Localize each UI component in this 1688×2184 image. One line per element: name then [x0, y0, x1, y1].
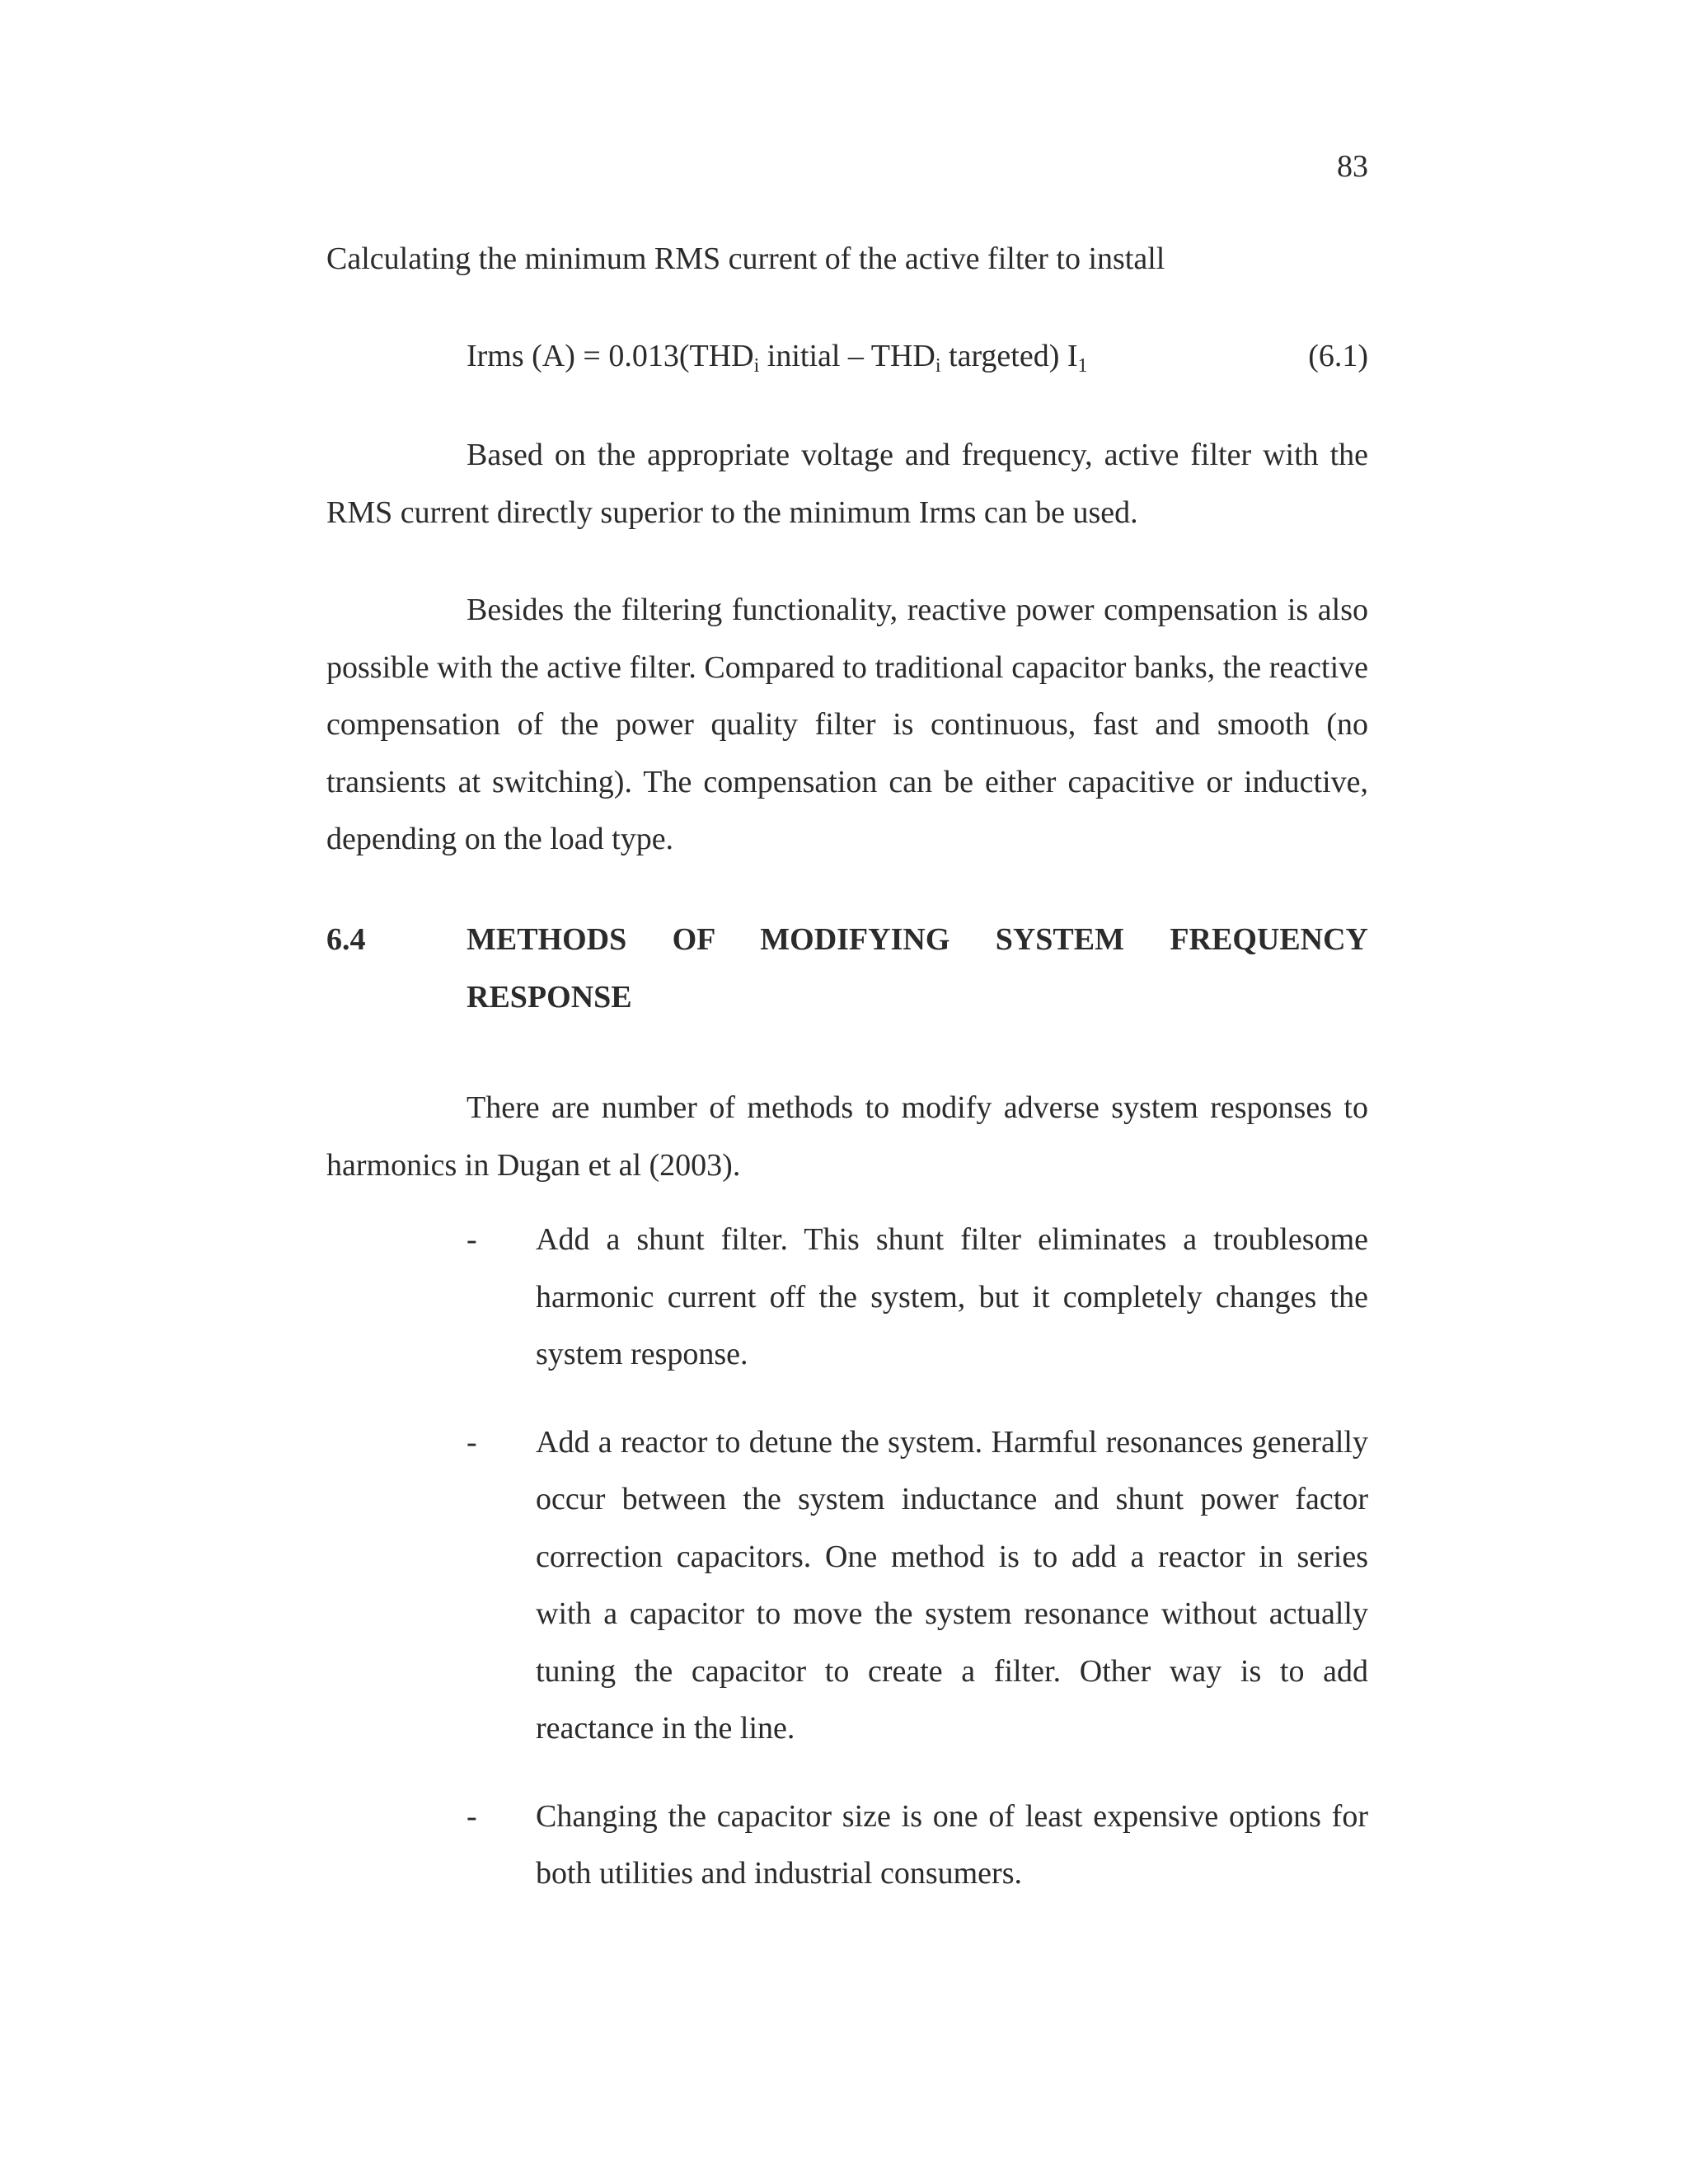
bullet-dash: - — [467, 1222, 477, 1257]
list-item-text: Changing the capacitor size is one of least expensive options for both utilities and industrial consumers. — [536, 1798, 1368, 1891]
list-item — [467, 1212, 1368, 1384]
equation-part: initial – THD — [759, 339, 935, 373]
equation-number: (6.1) — [1308, 339, 1368, 373]
equation-body — [467, 336, 1088, 376]
bullet-list — [467, 1212, 1368, 1903]
equation-subscript: 1 — [1077, 355, 1088, 377]
section-number: 6.4 — [326, 922, 366, 957]
section-paragraph: There are number of methods to modify adverse system responses to harmonics in Dugan et al (2003). — [326, 1090, 1368, 1183]
list-item-text: Add a shunt filter. This shunt filter eliminates a troublesome harmonic current off the system, but it completely changes the system response. — [536, 1222, 1368, 1371]
list-item — [467, 1788, 1368, 1903]
equation-subscript: i — [935, 355, 941, 377]
bullet-dash: - — [467, 1798, 477, 1834]
list-item-text: Add a reactor to detune the system. Harmful resonances generally occur between the system inductance and shunt power factor correction capacitors. One method is to add a reactor in series with a capacitor to move the system resonance without actually tuning the capacitor to create a filter. Other way is to add reactance in the line. — [536, 1424, 1368, 1746]
bullet-dash: - — [467, 1424, 477, 1460]
paragraph: Based on the appropriate voltage and frequency, active filter with the RMS current directly superior to the minimum Irms can be used. — [326, 438, 1368, 530]
page-number: 83 — [1337, 149, 1368, 184]
intro-line: Calculating the minimum RMS current of the active filter to install — [326, 241, 1165, 276]
paragraph: Besides the filtering functionality, reactive power compensation is also possible with the active filter. Compared to traditional capacitor banks, the reactive compensation of the power quality filter is continuous, fast and smooth (no transients at switching). The compensation can be either capacitive or inductive, depending on the load type. — [326, 593, 1368, 856]
equation-subscript: i — [753, 355, 760, 377]
equation-part: targeted) I — [940, 339, 1078, 373]
list-item — [467, 1414, 1368, 1758]
equation-part: Irms (A) = 0.013(THD — [467, 339, 754, 373]
section-title: METHODS OF MODIFYING SYSTEM FREQUENCY RESPONSE — [467, 922, 1368, 1015]
